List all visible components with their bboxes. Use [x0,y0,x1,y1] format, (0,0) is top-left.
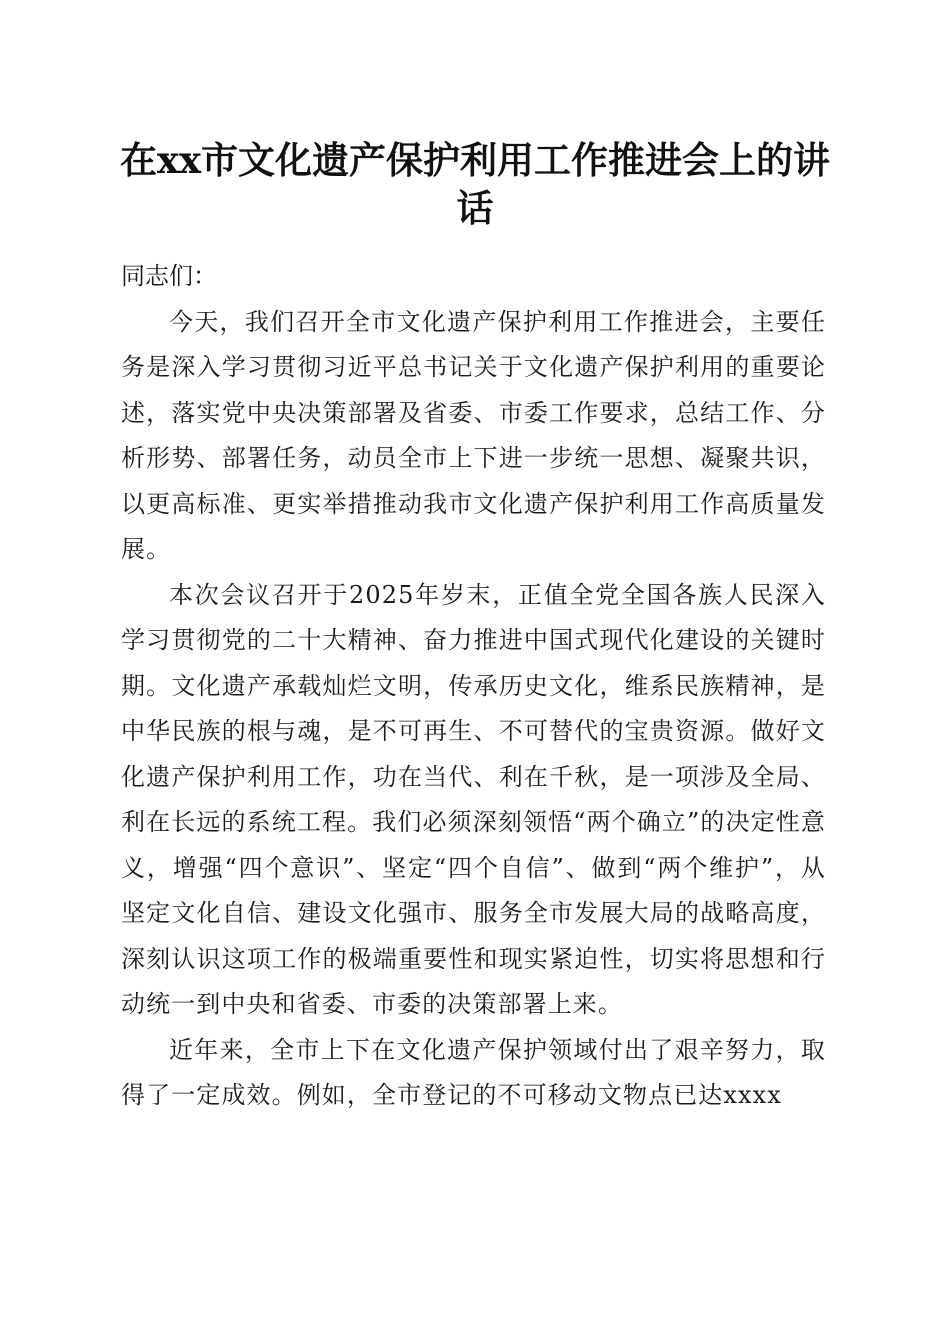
document-title: 在xx市文化遗产保护利用工作推进会上的讲话 [119,138,831,230]
paragraph-2: 本次会议召开于2025年岁末，正值全党全国各族人民深入学习贯彻党的二十大精神、奋力推进中国式现代化建设的关键时期。文化遗产承载灿烂文明，传承历史文化，维系民族精神，是中华民族的根与魂，是不可再生、不可替代的宝贵资源。做好文化遗产保护利用工作，功在当代、利在千秋，是一项涉及全局、利在长远的系统工程。我们必须深刻领悟“两个确立”的决定性意义，增强“四个意识”、坚定“四个自信”、做到“两个维护”，从坚定文化自信、建设文化强市、服务全市发展大局的战略高度，深刻认识这项工作的极端重要性和现实紧迫性，切实将思想和行动统一到中央和省委、市委的决策部署上来。 [121,580,826,1018]
document-body [121,254,826,1119]
greeting: 同志们： [121,262,217,290]
paragraph-3: 近年来，全市上下在文化遗产保护领域付出了艰辛努力，取得了一定成效。例如，全市登记的不可移动文物点已达xxxx [121,1035,826,1109]
paragraph-1: 今天，我们召开全市文化遗产保护利用工作推进会，主要任务是深入学习贯彻习近平总书记关于文化遗产保护利用的重要论述，落实党中央决策部署及省委、市委工作要求，总结工作、分析形势、部署任务，动员全市上下进一步统一思想、凝聚共识，以更高标准、更实举措推动我市文化遗产保护利用工作高质量发展。 [121,307,826,563]
